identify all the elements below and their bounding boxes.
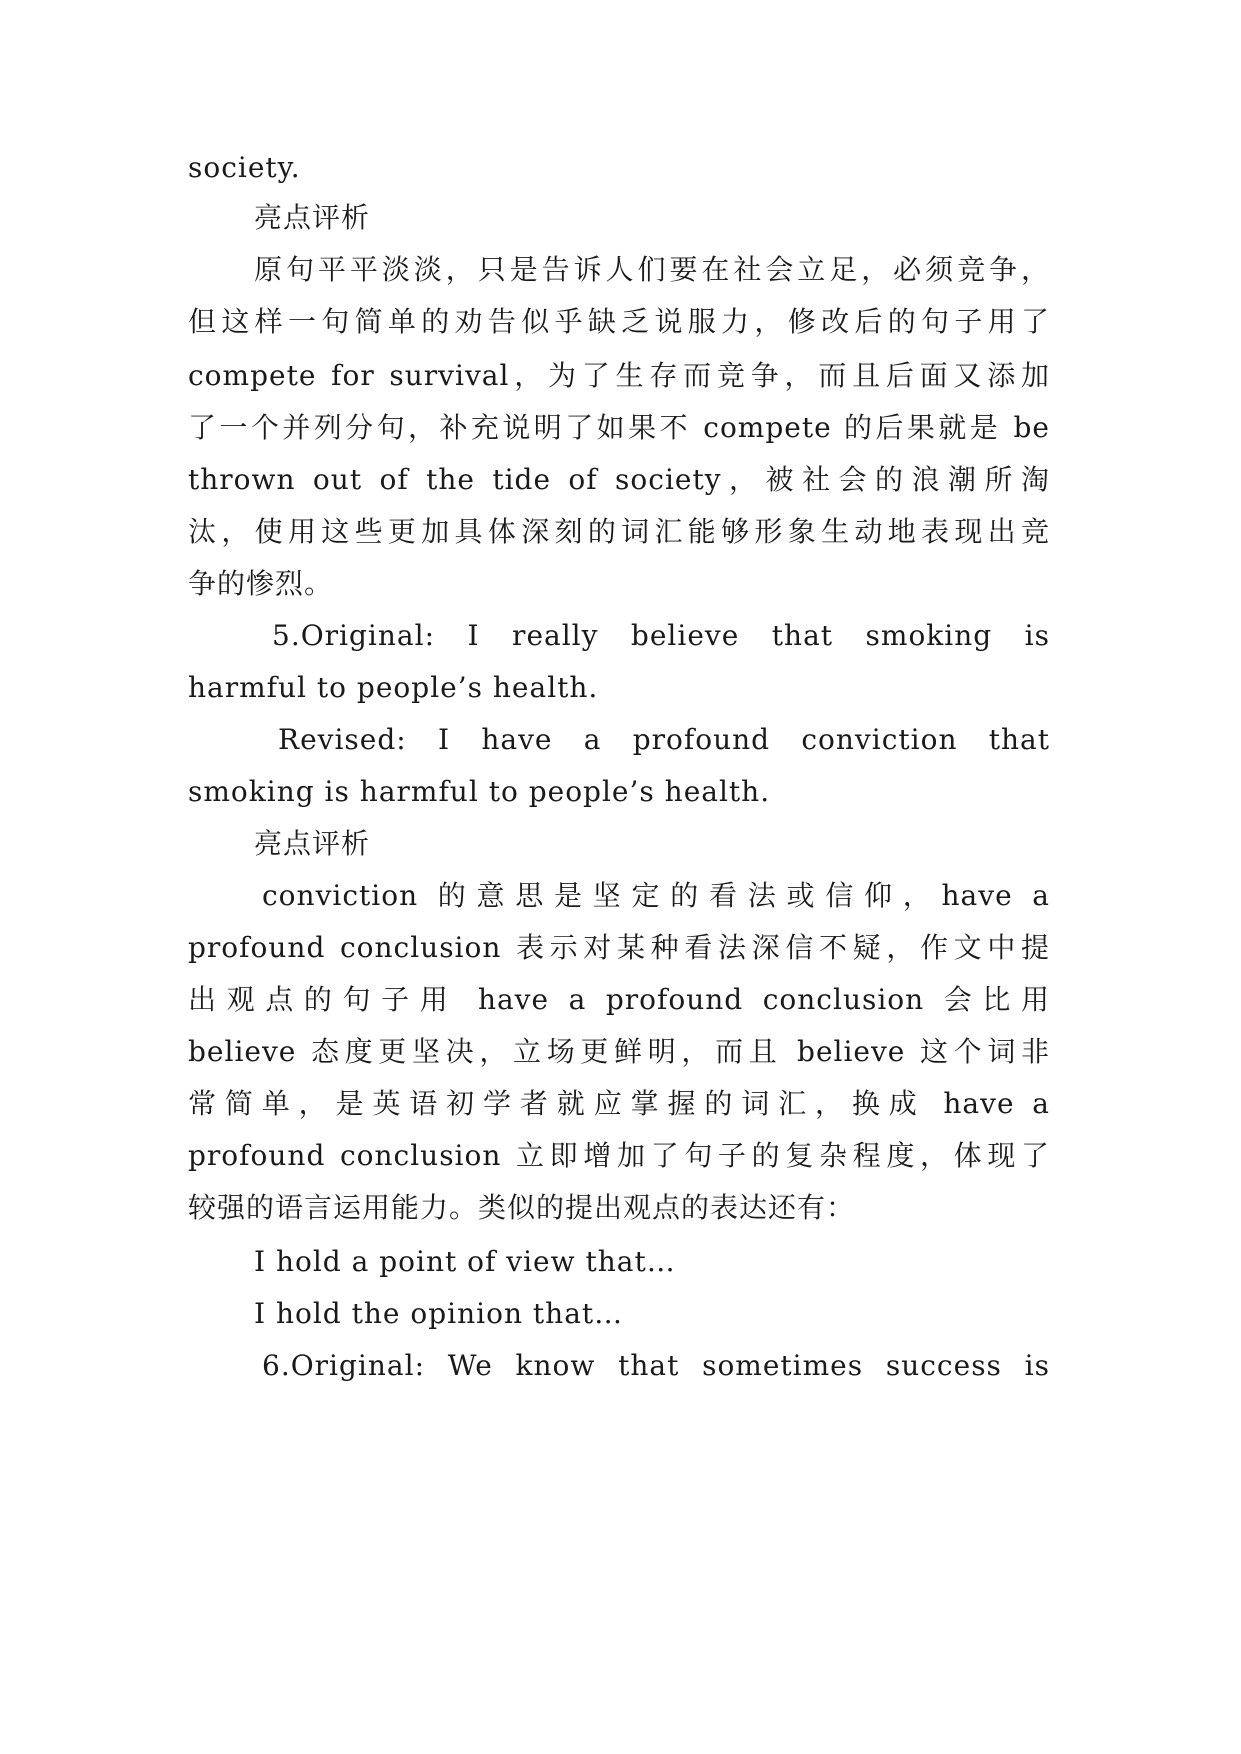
text-line: 但这样一句简单的劝告似乎缺乏说服力，修改后的句子用了 — [188, 305, 1050, 338]
text-line: 了一个并列分句，补充说明了如果不 compete 的后果就是 be — [188, 411, 1050, 444]
text-line: compete for survival，为了生存而竞争，而且后面又添加 — [188, 359, 1050, 392]
text-line: I hold the opinion that… — [254, 1297, 624, 1330]
text-line: I hold a point of view that… — [254, 1245, 676, 1278]
text-line: conviction 的意思是坚定的看法或信仰，have a — [262, 879, 1050, 912]
text-line: believe 态度更坚决，立场更鲜明，而且 believe 这个词非 — [188, 1035, 1050, 1068]
section-heading: 亮点评析 — [254, 827, 371, 860]
text-line: 汰，使用这些更加具体深刻的词汇能够形象生动地表现出竞 — [188, 515, 1050, 548]
text-line: profound conclusion 表示对某种看法深信不疑，作文中提 — [188, 931, 1050, 964]
text-line: profound conclusion 立即增加了句子的复杂程度，体现了 — [188, 1139, 1050, 1172]
text-line: Revised: I have a profound conviction that — [278, 723, 1050, 756]
text-line: 5.Original: I really believe that smoking is — [272, 619, 1050, 652]
text-line: thrown out of the tide of society，被社会的浪潮所淘 — [188, 463, 1050, 496]
text-line: 较强的语言运用能力。类似的提出观点的表达还有： — [188, 1191, 856, 1224]
text-line: 争的惨烈。 — [188, 567, 334, 600]
text-line: harmful to people’s health. — [188, 671, 599, 704]
text-line: 出观点的句子用 have a profound conclusion 会比用 — [188, 983, 1050, 1016]
text-line: 常简单，是英语初学者就应掌握的词汇，换成 have a — [188, 1087, 1050, 1120]
section-heading: 亮点评析 — [254, 201, 371, 234]
text-line: society. — [188, 151, 301, 184]
text-line: 原句平平淡淡，只是告诉人们要在社会立足，必须竞争， — [254, 253, 1050, 286]
text-line: smoking is harmful to people’s health. — [188, 775, 771, 808]
text-line: 6.Original: We know that sometimes success is — [262, 1349, 1050, 1382]
